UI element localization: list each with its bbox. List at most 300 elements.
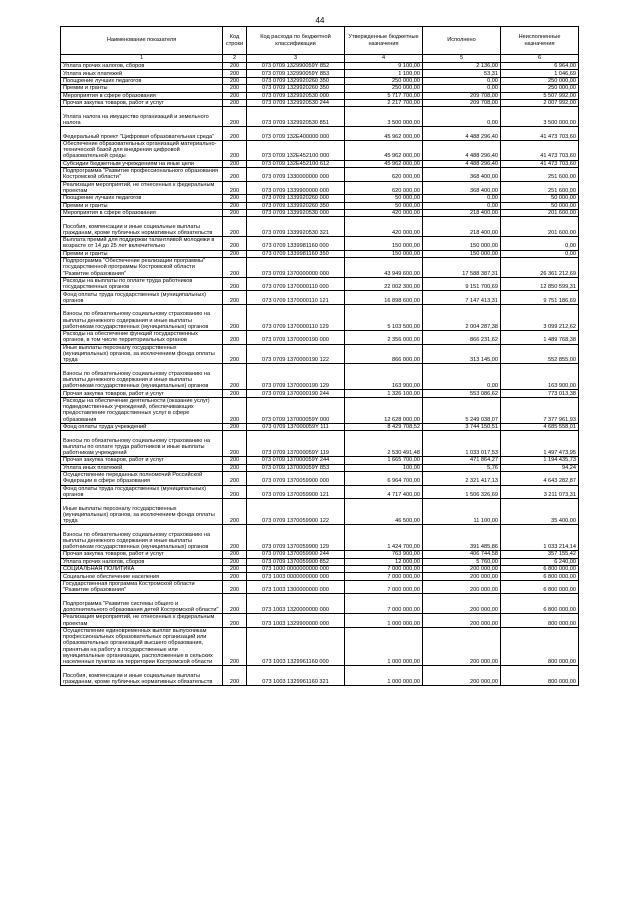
row-line-code: 200: [223, 181, 247, 195]
column-number: 3: [247, 55, 345, 63]
row-approved-amount: 1 326 100,00: [345, 390, 423, 397]
row-classification-code: 073 0709 1370000110 121: [247, 291, 345, 305]
row-executed-amount: 0,00: [423, 107, 501, 127]
row-unexecuted-amount: 94,24: [501, 464, 579, 471]
row-executed-amount: 218 400,00: [423, 217, 501, 237]
row-line-code: 200: [223, 499, 247, 525]
row-unexecuted-amount: 1 046,69: [501, 70, 579, 77]
row-name: Государственная программа Костромской области "Развитие образования": [61, 580, 223, 594]
row-unexecuted-amount: 2 007 992,00: [501, 99, 579, 106]
row-executed-amount: 3 744 150,51: [423, 423, 501, 430]
page-number: 44: [315, 16, 325, 25]
row-executed-amount: 53,31: [423, 70, 501, 77]
row-unexecuted-amount: 773 013,38: [501, 390, 579, 397]
row-name: Взносы по обязательному социальному страхованию на выплаты денежного содержания и иные выплаты работникам государственных (муниципальных) органов: [61, 305, 223, 331]
row-name: Прочая закупка товаров, работ и услуг: [61, 99, 223, 106]
row-approved-amount: 12 000,00: [345, 558, 423, 565]
row-name: Обеспечение образовательных организаций материально-технической базой для внедрения цифровой образовательной среды: [61, 140, 223, 160]
row-name: СОЦИАЛЬНАЯ ПОЛИТИКА: [61, 565, 223, 572]
row-name: Реализация мероприятий, не отнесенных к федеральным проектам: [61, 614, 223, 628]
table-row: [61, 258, 579, 278]
row-executed-amount: 0,00: [423, 77, 501, 84]
table-row: [61, 627, 579, 665]
row-unexecuted-amount: 0,00: [501, 237, 579, 251]
row-executed-amount: 5 249 038,07: [423, 397, 501, 423]
row-executed-amount: 200 000,00: [423, 627, 501, 665]
row-unexecuted-amount: 250 000,00: [501, 77, 579, 84]
header-approved: Утвержденные бюджетные назначения: [345, 27, 423, 55]
table-row: [61, 390, 579, 397]
row-unexecuted-amount: 6 964,00: [501, 63, 579, 70]
column-number: 6: [501, 55, 579, 63]
table-row: [61, 77, 579, 84]
row-line-code: 200: [223, 85, 247, 92]
row-classification-code: 073 0709 1330000000 000: [247, 167, 345, 181]
row-approved-amount: 250 000,00: [345, 85, 423, 92]
row-classification-code: 073 0709 1370000190 244: [247, 390, 345, 397]
row-approved-amount: 6 964 700,00: [345, 472, 423, 486]
table-row: [61, 277, 579, 291]
row-unexecuted-amount: 6 800 000,00: [501, 580, 579, 594]
row-line-code: 200: [223, 217, 247, 237]
row-line-code: 200: [223, 364, 247, 390]
table-row: [61, 499, 579, 525]
row-unexecuted-amount: 800 000,00: [501, 627, 579, 665]
row-executed-amount: 391 485,86: [423, 525, 501, 551]
row-line-code: 200: [223, 594, 247, 614]
row-name: Премии и гранты: [61, 85, 223, 92]
row-name: Расходы на выплаты по оплате труда работников государственных органов: [61, 277, 223, 291]
row-line-code: 200: [223, 291, 247, 305]
table-row: [61, 63, 579, 70]
row-executed-amount: 200 000,00: [423, 573, 501, 580]
row-classification-code: 073 0709 1370000190 122: [247, 344, 345, 364]
row-approved-amount: 1 100,00: [345, 70, 423, 77]
table-row: [61, 202, 579, 209]
row-name: Уплата налога на имущество организаций и земельного налога: [61, 107, 223, 127]
row-approved-amount: 250 000,00: [345, 77, 423, 84]
table-row: [61, 160, 579, 167]
row-classification-code: 073 0709 1370059900 852: [247, 558, 345, 565]
row-name: Уплата иных платежей: [61, 70, 223, 77]
row-classification-code: 073 0709 1370000190 129: [247, 364, 345, 390]
row-line-code: 200: [223, 573, 247, 580]
table-row: [61, 525, 579, 551]
table-row: [61, 107, 579, 127]
table-row: [61, 457, 579, 464]
row-approved-amount: 420 000,00: [345, 209, 423, 216]
row-name: Реализация мероприятий, не отнесенных к федеральным проектам: [61, 181, 223, 195]
row-approved-amount: 50 000,00: [345, 195, 423, 202]
row-line-code: 200: [223, 423, 247, 430]
row-approved-amount: 420 000,00: [345, 217, 423, 237]
row-approved-amount: 45 962 000,00: [345, 160, 423, 167]
row-line-code: 200: [223, 551, 247, 558]
row-name: Фонд оплаты труда государственных (муниципальных) органов: [61, 485, 223, 499]
row-name: Поощрение лучших педагогов: [61, 195, 223, 202]
row-unexecuted-amount: 251 600,00: [501, 167, 579, 181]
row-classification-code: 073 0709 137000059Y 000: [247, 397, 345, 423]
row-executed-amount: 1 506 326,69: [423, 485, 501, 499]
row-unexecuted-amount: 800 000,00: [501, 614, 579, 628]
row-line-code: 200: [223, 627, 247, 665]
table-row: [61, 127, 579, 141]
row-line-code: 200: [223, 305, 247, 331]
row-unexecuted-amount: 552 855,00: [501, 344, 579, 364]
column-number: 4: [345, 55, 423, 63]
header-line-code: Код строки: [223, 27, 247, 55]
row-approved-amount: 150 000,00: [345, 237, 423, 251]
table-row: [61, 614, 579, 628]
row-executed-amount: 0,00: [423, 364, 501, 390]
row-classification-code: 073 0709 1329920530 244: [247, 99, 345, 106]
row-line-code: 200: [223, 397, 247, 423]
row-unexecuted-amount: 5 507 992,00: [501, 92, 579, 99]
row-executed-amount: 150 000,00: [423, 237, 501, 251]
row-name: Фонд оплаты труда государственных (муниципальных) органов: [61, 291, 223, 305]
row-approved-amount: 7 000 000,00: [345, 573, 423, 580]
row-unexecuted-amount: 251 600,00: [501, 181, 579, 195]
row-executed-amount: 200 000,00: [423, 565, 501, 572]
row-executed-amount: 17 588 387,31: [423, 258, 501, 278]
row-line-code: 200: [223, 209, 247, 216]
row-line-code: 200: [223, 160, 247, 167]
row-approved-amount: 7 000 000,00: [345, 594, 423, 614]
table-row: [61, 397, 579, 423]
row-classification-code: 073 1003 1300000000 000: [247, 580, 345, 594]
row-executed-amount: 150 000,00: [423, 250, 501, 257]
row-executed-amount: 0,00: [423, 195, 501, 202]
row-executed-amount: 1 033 017,53: [423, 431, 501, 457]
table-row: [61, 250, 579, 257]
row-unexecuted-amount: 3 211 073,31: [501, 485, 579, 499]
row-approved-amount: 866 000,00: [345, 344, 423, 364]
row-classification-code: 073 0709 132990059Y 853: [247, 70, 345, 77]
row-name: Премии и гранты: [61, 202, 223, 209]
row-executed-amount: 218 400,00: [423, 209, 501, 216]
row-name: Социальное обеспечение населения: [61, 573, 223, 580]
row-line-code: 200: [223, 63, 247, 70]
row-name: Прочая закупка товаров, работ и услуг: [61, 551, 223, 558]
row-classification-code: 073 0709 1370059900 129: [247, 525, 345, 551]
row-approved-amount: 620 000,00: [345, 181, 423, 195]
row-name: Уплата иных платежей: [61, 464, 223, 471]
row-executed-amount: 368 400,00: [423, 181, 501, 195]
row-name: Подпрограмма "Развитие профессионального образования Костромской области": [61, 167, 223, 181]
row-unexecuted-amount: 3 500 000,00: [501, 107, 579, 127]
column-number-row: [61, 55, 579, 63]
row-classification-code: 073 0709 1329920530 000: [247, 92, 345, 99]
row-unexecuted-amount: 50 000,00: [501, 202, 579, 209]
row-classification-code: 073 0709 1370059900 244: [247, 551, 345, 558]
row-line-code: 200: [223, 666, 247, 686]
row-classification-code: 073 0709 1339920260 350: [247, 202, 345, 209]
table-row: [61, 472, 579, 486]
row-classification-code: 073 0709 1329920260 350: [247, 77, 345, 84]
row-approved-amount: 2 530 491,48: [345, 431, 423, 457]
row-line-code: 200: [223, 390, 247, 397]
row-name: Иные выплаты персоналу государственных (муниципальных) органов, за исключением фонда оплаты труда: [61, 499, 223, 525]
table-row: [61, 92, 579, 99]
row-executed-amount: 0,00: [423, 85, 501, 92]
row-classification-code: 073 0709 1370000000 000: [247, 258, 345, 278]
row-classification-code: 073 1003 1329961160 321: [247, 666, 345, 686]
row-classification-code: 073 0709 1370000190 000: [247, 331, 345, 345]
row-line-code: 200: [223, 167, 247, 181]
row-classification-code: 073 0709 132E400000 000: [247, 127, 345, 141]
row-approved-amount: 4 717 400,00: [345, 485, 423, 499]
row-classification-code: 073 1003 0000000000 000: [247, 573, 345, 580]
table-row: [61, 70, 579, 77]
row-line-code: 200: [223, 195, 247, 202]
row-approved-amount: 1 665 700,00: [345, 457, 423, 464]
row-line-code: 200: [223, 457, 247, 464]
row-approved-amount: 8 429 708,52: [345, 423, 423, 430]
row-executed-amount: 313 145,00: [423, 344, 501, 364]
row-classification-code: 073 0709 1339981160 350: [247, 250, 345, 257]
row-classification-code: 073 0709 137000059Y 111: [247, 423, 345, 430]
row-executed-amount: 11 100,00: [423, 499, 501, 525]
table-row: [61, 85, 579, 92]
row-name: Пособия, компенсации и иные социальные выплаты гражданам, кроме публичных нормативных обязательств: [61, 666, 223, 686]
row-approved-amount: 1 000 000,00: [345, 666, 423, 686]
row-classification-code: 073 0709 1339920530 000: [247, 209, 345, 216]
row-unexecuted-amount: 7 377 961,93: [501, 397, 579, 423]
table-row: [61, 291, 579, 305]
row-unexecuted-amount: 1 497 473,95: [501, 431, 579, 457]
row-unexecuted-amount: 50 000,00: [501, 195, 579, 202]
row-unexecuted-amount: 4 685 558,01: [501, 423, 579, 430]
row-unexecuted-amount: 357 155,42: [501, 551, 579, 558]
row-unexecuted-amount: 1 489 768,38: [501, 331, 579, 345]
header-executed: Исполнено: [423, 27, 501, 55]
row-executed-amount: 7 147 413,31: [423, 291, 501, 305]
row-executed-amount: 200 000,00: [423, 594, 501, 614]
row-name: Мероприятия в сфере образования: [61, 209, 223, 216]
row-line-code: 200: [223, 92, 247, 99]
row-line-code: 200: [223, 70, 247, 77]
row-unexecuted-amount: 6 800 000,00: [501, 573, 579, 580]
row-executed-amount: 2 136,00: [423, 63, 501, 70]
row-name: Осуществление единовременных выплат выпускникам профессиональных образовательных организаций или образовательных организаций высшего образования, принятым на работу в государственные или муниципальные организации, расположенные в сельских населенных пунктах на территории Костромской области: [61, 627, 223, 665]
row-classification-code: 073 0709 1370059900 121: [247, 485, 345, 499]
row-classification-code: 073 0709 137000059Y 853: [247, 464, 345, 471]
row-approved-amount: 1 424 700,00: [345, 525, 423, 551]
row-approved-amount: 7 000 000,00: [345, 565, 423, 572]
row-name: Расходы на обеспечение деятельности (оказание услуг) подведомственных учреждений, обеспечивающих предоставление государственных услуг в сфере образования: [61, 397, 223, 423]
row-name: Поощрение лучших педагогов: [61, 77, 223, 84]
row-approved-amount: 7 000 000,00: [345, 580, 423, 594]
budget-execution-table: [60, 26, 579, 686]
row-unexecuted-amount: 41 473 703,60: [501, 140, 579, 160]
row-classification-code: 073 0709 137000059Y 244: [247, 457, 345, 464]
table-row: [61, 594, 579, 614]
row-approved-amount: 1 000 000,00: [345, 627, 423, 665]
row-name: Взносы по обязательному социальному страхованию на выплаты денежного содержания и иные выплаты работникам государственных (муниципальных) органов: [61, 364, 223, 390]
row-unexecuted-amount: 250 000,00: [501, 85, 579, 92]
row-line-code: 200: [223, 485, 247, 499]
table-row: [61, 181, 579, 195]
table-row: [61, 573, 579, 580]
row-unexecuted-amount: 0,00: [501, 250, 579, 257]
row-executed-amount: 200 000,00: [423, 614, 501, 628]
row-classification-code: 073 0709 1370059900 122: [247, 499, 345, 525]
row-name: Подпрограмма "Обеспечение реализации программы" государственной программы Костромской области "Развитие образования": [61, 258, 223, 278]
row-executed-amount: 2 321 417,13: [423, 472, 501, 486]
table-row: [61, 565, 579, 572]
row-classification-code: 073 0709 1339920260 000: [247, 195, 345, 202]
row-executed-amount: 2 004 287,38: [423, 305, 501, 331]
row-line-code: 200: [223, 202, 247, 209]
row-name: Уплата прочих налогов, сборов: [61, 558, 223, 565]
row-executed-amount: 5 760,00: [423, 558, 501, 565]
row-line-code: 200: [223, 258, 247, 278]
row-approved-amount: 45 962 000,00: [345, 127, 423, 141]
row-unexecuted-amount: 6 240,00: [501, 558, 579, 565]
row-classification-code: 073 1003 1320000000 000: [247, 594, 345, 614]
row-line-code: 200: [223, 525, 247, 551]
row-line-code: 200: [223, 331, 247, 345]
row-unexecuted-amount: 9 751 186,69: [501, 291, 579, 305]
table-body: [61, 63, 579, 686]
table-row: [61, 464, 579, 471]
row-unexecuted-amount: 35 400,00: [501, 499, 579, 525]
row-classification-code: 073 1003 1329900000 000: [247, 614, 345, 628]
table-row: [61, 364, 579, 390]
row-approved-amount: 5 103 500,00: [345, 305, 423, 331]
row-unexecuted-amount: 1 033 214,14: [501, 525, 579, 551]
table-header-row: [61, 27, 579, 55]
row-name: Пособия, компенсации и иные социальные выплаты гражданам, кроме публичных нормативных обязательств: [61, 217, 223, 237]
header-budget-classification: Код расхода по бюджетной классификации: [247, 27, 345, 55]
row-approved-amount: 2 217 700,00: [345, 99, 423, 106]
row-unexecuted-amount: 1 194 435,73: [501, 457, 579, 464]
row-approved-amount: 150 000,00: [345, 250, 423, 257]
row-approved-amount: 9 100,00: [345, 63, 423, 70]
row-line-code: 200: [223, 580, 247, 594]
row-classification-code: 073 0709 132990059Y 852: [247, 63, 345, 70]
row-approved-amount: 100,00: [345, 464, 423, 471]
row-unexecuted-amount: 6 800 000,00: [501, 594, 579, 614]
row-approved-amount: 2 356 000,00: [345, 331, 423, 345]
row-line-code: 200: [223, 277, 247, 291]
row-executed-amount: 209 708,00: [423, 92, 501, 99]
table-row: [61, 140, 579, 160]
row-classification-code: 073 0709 1339920530 321: [247, 217, 345, 237]
row-name: Премии и гранты: [61, 250, 223, 257]
row-unexecuted-amount: 26 361 212,69: [501, 258, 579, 278]
table-row: [61, 551, 579, 558]
row-approved-amount: 1 000 000,00: [345, 614, 423, 628]
row-line-code: 200: [223, 237, 247, 251]
table-row: [61, 558, 579, 565]
row-line-code: 200: [223, 558, 247, 565]
table-row: [61, 217, 579, 237]
row-classification-code: 073 1000 0000000000 000: [247, 565, 345, 572]
row-approved-amount: 16 898 600,00: [345, 291, 423, 305]
row-executed-amount: 0,00: [423, 202, 501, 209]
table-row: [61, 99, 579, 106]
table-row: [61, 485, 579, 499]
row-name: Мероприятия в сфере образования: [61, 92, 223, 99]
row-line-code: 200: [223, 431, 247, 457]
column-number: 5: [423, 55, 501, 63]
table-row: [61, 195, 579, 202]
row-name: Взносы по обязательному социальному страхованию на выплаты по оплате труда работников и иные выплаты работникам учреждений: [61, 431, 223, 457]
row-executed-amount: 200 000,00: [423, 580, 501, 594]
row-line-code: 200: [223, 77, 247, 84]
table-row: [61, 580, 579, 594]
row-executed-amount: 4 488 296,40: [423, 160, 501, 167]
row-approved-amount: 22 002 300,00: [345, 277, 423, 291]
row-classification-code: 073 0709 1339981160 000: [247, 237, 345, 251]
row-unexecuted-amount: 800 000,00: [501, 666, 579, 686]
row-executed-amount: 4 488 296,40: [423, 140, 501, 160]
row-line-code: 200: [223, 127, 247, 141]
row-approved-amount: 763 900,00: [345, 551, 423, 558]
row-line-code: 200: [223, 140, 247, 160]
row-line-code: 200: [223, 565, 247, 572]
row-name: Прочая закупка товаров, работ и услуг: [61, 390, 223, 397]
row-approved-amount: 12 628 000,00: [345, 397, 423, 423]
row-name: Выплата премий для поддержки талантливой молодежи в возрасте от 14 до 25 лет включительно: [61, 237, 223, 251]
row-unexecuted-amount: 41 473 703,60: [501, 160, 579, 167]
row-approved-amount: 45 962 000,00: [345, 140, 423, 160]
row-unexecuted-amount: 163 900,00: [501, 364, 579, 390]
row-unexecuted-amount: 6 800 000,00: [501, 565, 579, 572]
row-approved-amount: 163 900,00: [345, 364, 423, 390]
row-classification-code: 073 0709 1329920530 851: [247, 107, 345, 127]
row-executed-amount: 406 744,58: [423, 551, 501, 558]
row-classification-code: 073 0709 1370000110 129: [247, 305, 345, 331]
row-unexecuted-amount: 3 099 212,62: [501, 305, 579, 331]
row-unexecuted-amount: 201 600,00: [501, 217, 579, 237]
table-row: [61, 209, 579, 216]
row-unexecuted-amount: 201 600,00: [501, 209, 579, 216]
row-executed-amount: 4 488 296,40: [423, 127, 501, 141]
row-classification-code: 073 0709 132E452100 612: [247, 160, 345, 167]
row-approved-amount: 3 500 000,00: [345, 107, 423, 127]
row-line-code: 200: [223, 464, 247, 471]
row-line-code: 200: [223, 250, 247, 257]
row-approved-amount: 620 000,00: [345, 167, 423, 181]
row-approved-amount: 43 949 600,00: [345, 258, 423, 278]
row-executed-amount: 200 000,00: [423, 666, 501, 686]
row-name: Уплата прочих налогов, сборов: [61, 63, 223, 70]
row-classification-code: 073 0709 132E452100 000: [247, 140, 345, 160]
row-classification-code: 073 0709 1370059900 000: [247, 472, 345, 486]
row-name: Федеральный проект "Цифровая образовательная среда": [61, 127, 223, 141]
row-approved-amount: 50 000,00: [345, 202, 423, 209]
row-classification-code: 073 0709 1370000110 000: [247, 277, 345, 291]
table-row: [61, 331, 579, 345]
row-line-code: 200: [223, 614, 247, 628]
table-row: [61, 344, 579, 364]
row-name: Фонд оплаты труда учреждений: [61, 423, 223, 430]
row-unexecuted-amount: 4 643 282,87: [501, 472, 579, 486]
row-line-code: 200: [223, 344, 247, 364]
row-executed-amount: 553 086,62: [423, 390, 501, 397]
row-classification-code: 073 0709 1329920260 350: [247, 85, 345, 92]
table-row: [61, 167, 579, 181]
column-number: 2: [223, 55, 247, 63]
row-name: Осуществление переданных полномочий Российской Федерации в сфере образования: [61, 472, 223, 486]
table-row: [61, 237, 579, 251]
row-executed-amount: 9 151 700,69: [423, 277, 501, 291]
row-executed-amount: 5,76: [423, 464, 501, 471]
row-name: Иные выплаты персоналу государственных (муниципальных) органов, за исключением фонда оплаты труда: [61, 344, 223, 364]
table-row: [61, 305, 579, 331]
